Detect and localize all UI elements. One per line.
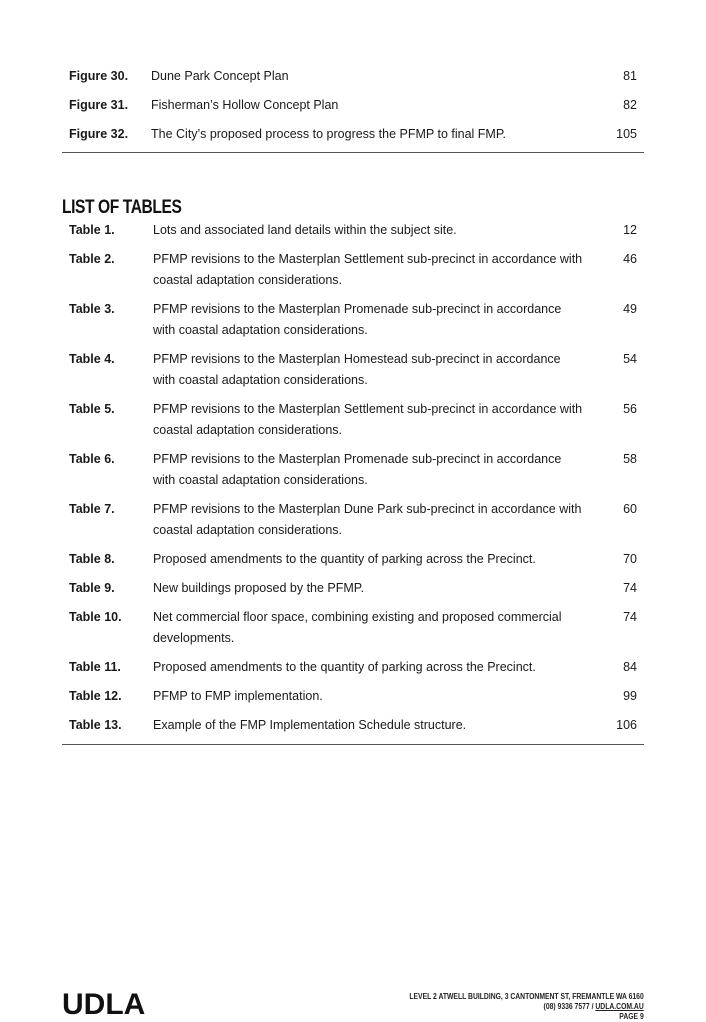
table-entry[interactable]: [62, 715, 644, 736]
table-label: Table 7.: [69, 502, 115, 516]
table-entry[interactable]: [62, 399, 644, 441]
table-label: Table 4.: [69, 352, 115, 366]
footer-website-link[interactable]: UDLA.COM.AU: [595, 1002, 644, 1011]
table-entry[interactable]: [62, 220, 644, 241]
table-title: Proposed amendments to the quantity of parking across the Precinct.: [153, 552, 536, 566]
figure-entry[interactable]: [62, 95, 644, 124]
table-label: Table 3.: [69, 302, 115, 316]
table-entry[interactable]: [62, 249, 644, 291]
table-label: Table 12.: [69, 689, 122, 703]
table-label: Table 13.: [69, 718, 122, 732]
table-page: 74: [623, 581, 637, 595]
figure-page: 82: [623, 98, 637, 112]
footer-address: LEVEL 2 ATWELL BUILDING, 3 CANTONMENT ST, FREMANTLE WA 6160: [409, 992, 644, 1001]
table-title: PFMP revisions to the Masterplan Dune Park sub-precinct in accordance with coastal adaptation considerations.: [153, 502, 582, 537]
table-label: Table 9.: [69, 581, 115, 595]
page-footer: [410, 992, 644, 1022]
table-title: Lots and associated land details within the subject site.: [153, 223, 457, 237]
figure-entry[interactable]: [62, 66, 644, 95]
table-entry[interactable]: [62, 549, 644, 570]
table-title: PFMP revisions to the Masterplan Homestead sub-precinct in accordance with coastal adaptation considerations.: [153, 352, 561, 387]
figure-entry[interactable]: [62, 124, 644, 153]
table-label: Table 5.: [69, 402, 115, 416]
figure-title: The City’s proposed process to progress the PFMP to final FMP.: [151, 127, 507, 141]
figure-label: Figure 31.: [69, 98, 129, 112]
footer-phone: (08) 9336 7577: [543, 1002, 590, 1011]
footer-contact: [410, 1002, 644, 1012]
table-label: Table 6.: [69, 452, 115, 466]
table-page: 56: [623, 402, 637, 416]
section-heading: LIST OF TABLES: [62, 197, 182, 218]
divider: [62, 152, 644, 153]
list-of-figures: [62, 66, 644, 153]
divider: [62, 744, 644, 745]
table-label: Table 11.: [69, 660, 121, 674]
table-page: 70: [623, 552, 637, 566]
table-entry[interactable]: [62, 686, 644, 707]
table-page: 12: [623, 223, 637, 237]
table-entry[interactable]: [62, 449, 644, 491]
table-page: 60: [623, 502, 637, 516]
footer-page-number: PAGE 9: [619, 1012, 644, 1021]
table-page: 49: [623, 302, 637, 316]
table-entry[interactable]: [62, 499, 644, 541]
figure-label: Figure 32.: [69, 127, 129, 141]
table-page: 54: [623, 352, 637, 366]
table-page: 106: [616, 718, 637, 732]
table-title: PFMP revisions to the Masterplan Promenade sub-precinct in accordance with coastal adaptation considerations.: [153, 452, 562, 487]
table-label: Table 1.: [69, 223, 115, 237]
table-label: Table 2.: [69, 252, 115, 266]
table-title: New buildings proposed by the PFMP.: [153, 581, 364, 595]
table-entry[interactable]: [62, 607, 644, 649]
table-title: PFMP revisions to the Masterplan Settlement sub-precinct in accordance with coastal adaptation considerations.: [153, 402, 583, 437]
table-page: 99: [623, 689, 637, 703]
table-page: 58: [623, 452, 637, 466]
figure-page: 81: [623, 69, 637, 83]
table-entry[interactable]: [62, 299, 644, 341]
table-title: Example of the FMP Implementation Schedule structure.: [153, 718, 467, 732]
figure-title: Dune Park Concept Plan: [151, 69, 289, 83]
list-of-tables: [62, 220, 644, 745]
table-title: PFMP revisions to the Masterplan Promenade sub-precinct in accordance with coastal adaptation considerations.: [153, 302, 562, 337]
figure-title: Fisherman’s Hollow Concept Plan: [151, 98, 339, 112]
figure-label: Figure 30.: [69, 69, 129, 83]
table-entry[interactable]: [62, 349, 644, 391]
table-page: 46: [623, 252, 637, 266]
udla-logo: UDLA: [62, 988, 146, 1021]
table-label: Table 10.: [69, 610, 122, 624]
table-page: 74: [623, 610, 637, 624]
table-label: Table 8.: [69, 552, 115, 566]
table-title: PFMP to FMP implementation.: [153, 689, 323, 703]
figure-page: 105: [616, 127, 637, 141]
table-entry[interactable]: [62, 578, 644, 599]
table-page: 84: [623, 660, 637, 674]
table-title: Proposed amendments to the quantity of parking across the Precinct.: [153, 660, 536, 674]
table-title: PFMP revisions to the Masterplan Settlement sub-precinct in accordance with coastal adaptation considerations.: [153, 252, 583, 287]
table-title: Net commercial floor space, combining existing and proposed commercial developments.: [153, 610, 562, 645]
table-entry[interactable]: [62, 657, 644, 678]
footer-separator: /: [591, 1002, 594, 1011]
